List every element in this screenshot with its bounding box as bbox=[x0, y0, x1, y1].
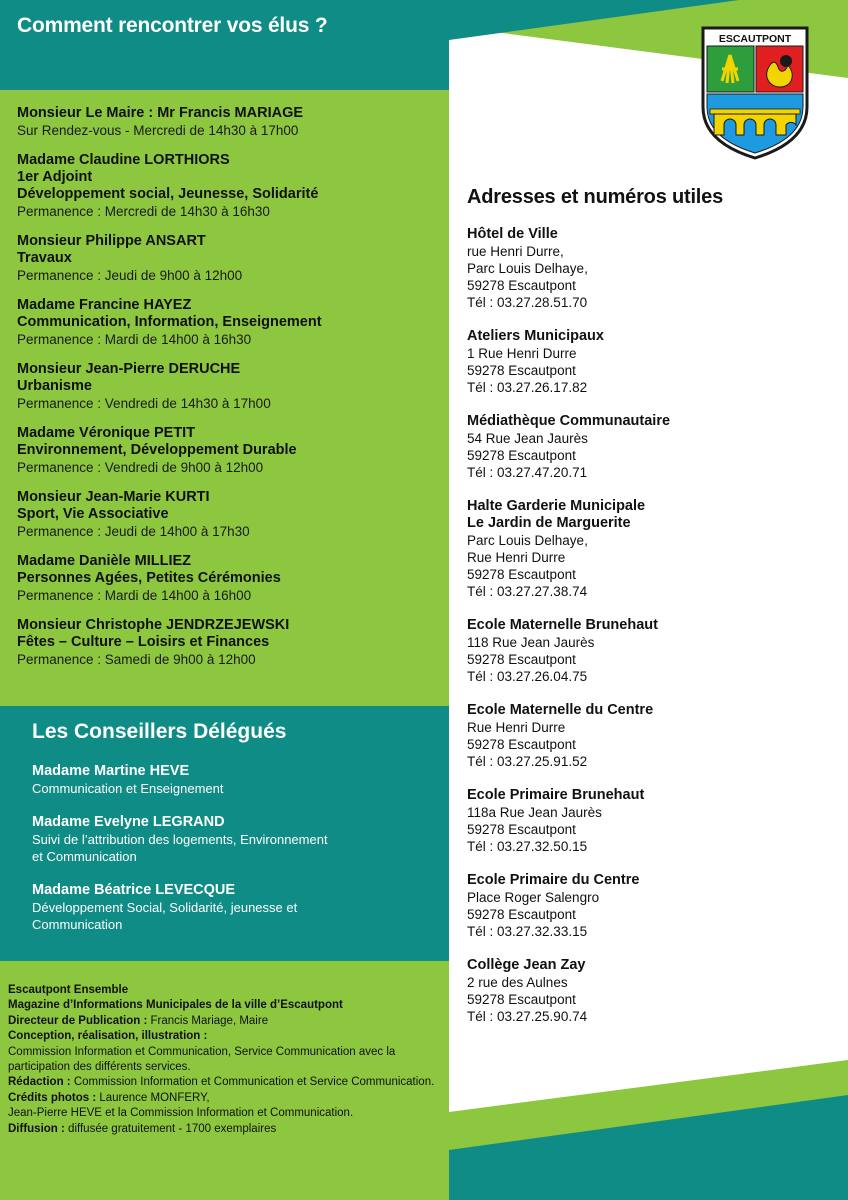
elu-role: 1er Adjoint bbox=[17, 169, 93, 185]
adresse-name: Ecole Maternelle Brunehaut bbox=[467, 617, 658, 633]
credits-label: Escautpont Ensemble bbox=[8, 984, 129, 996]
delegue-entry bbox=[32, 763, 432, 797]
delegue-name: Madame Béatrice LEVECQUE bbox=[32, 882, 236, 898]
delegue-desc: Suivi de l’attribution des logements, Environnement bbox=[32, 832, 328, 847]
elu-role: Travaux bbox=[17, 250, 72, 266]
adresse-name: Collège Jean Zay bbox=[467, 957, 586, 973]
delegue-desc: Développement Social, Solidarité, jeunesse et bbox=[32, 900, 298, 915]
bottom-right-decoration bbox=[449, 1040, 848, 1200]
credits-text: Commission Information et Communication et Service Communication. bbox=[73, 1076, 435, 1089]
adresse-line: 118 Rue Jean Jaurès bbox=[467, 635, 595, 650]
adresse-name: Halte Garderie Municipale bbox=[467, 498, 646, 514]
adresse-entry bbox=[467, 226, 842, 311]
page-title: Comment rencontrer vos élus ? bbox=[17, 14, 328, 37]
adresse-entry bbox=[467, 413, 842, 481]
adresse-line: 59278 Escautpont bbox=[467, 278, 576, 293]
elu-permanence: Sur Rendez-vous - Mercredi de 14h30 à 17h00 bbox=[17, 123, 299, 138]
elu-entry bbox=[17, 297, 442, 348]
elu-entry bbox=[17, 553, 442, 604]
elu-entry bbox=[17, 152, 442, 220]
credits-label: Rédaction : bbox=[8, 1076, 74, 1089]
adresse-line: 118a Rue Jean Jaurès bbox=[467, 805, 602, 820]
adresse-name: Ecole Primaire du Centre bbox=[467, 872, 640, 888]
elu-permanence: Permanence : Mardi de 14h00 à 16h00 bbox=[17, 588, 252, 603]
adresse-line: 54 Rue Jean Jaurès bbox=[467, 431, 588, 446]
elu-name: Madame Claudine LORTHIORS bbox=[17, 152, 230, 168]
credits-line bbox=[8, 1122, 446, 1137]
adresse-line: 2 rue des Aulnes bbox=[467, 975, 568, 990]
elu-name: Monsieur Jean-Marie KURTI bbox=[17, 489, 210, 505]
credits-line bbox=[8, 1091, 446, 1106]
delegues-list bbox=[32, 763, 432, 950]
adresse-name: Hôtel de Ville bbox=[467, 226, 558, 242]
elus-list bbox=[17, 105, 442, 681]
logo-text: ESCAUTPONT bbox=[718, 33, 792, 45]
adresse-line: Tél : 03.27.26.04.75 bbox=[467, 669, 588, 684]
adresse-line: 59278 Escautpont bbox=[467, 652, 576, 667]
adresse-name: Ateliers Municipaux bbox=[467, 328, 604, 344]
elu-role: Développement social, Jeunesse, Solidarité bbox=[17, 186, 319, 202]
credits-line bbox=[8, 1045, 446, 1076]
credits-line bbox=[8, 1075, 446, 1090]
adresse-name: Ecole Primaire Brunehaut bbox=[467, 787, 645, 803]
elu-entry bbox=[17, 233, 442, 284]
elu-role: Fêtes – Culture – Loisirs et Finances bbox=[17, 634, 270, 650]
adresses-title: Adresses et numéros utiles bbox=[467, 186, 724, 208]
adresse-entry bbox=[467, 328, 842, 396]
adresse-line: Tél : 03.27.25.91.52 bbox=[467, 754, 588, 769]
elu-entry bbox=[17, 425, 442, 476]
elu-permanence: Permanence : Vendredi de 14h30 à 17h00 bbox=[17, 396, 271, 411]
adresse-line: Rue Henri Durre bbox=[467, 550, 566, 565]
delegue-desc: Communication bbox=[32, 917, 123, 932]
elu-name: Monsieur Christophe JENDRZEJEWSKI bbox=[17, 617, 290, 633]
elu-entry bbox=[17, 489, 442, 540]
elu-name: Madame Véronique PETIT bbox=[17, 425, 196, 441]
elu-entry bbox=[17, 361, 442, 412]
adresse-entry bbox=[467, 957, 842, 1025]
adresse-line: 59278 Escautpont bbox=[467, 907, 576, 922]
credits-text: Laurence MONFERY, bbox=[99, 1091, 210, 1104]
elu-name: Madame Francine HAYEZ bbox=[17, 297, 192, 313]
adresse-name: Ecole Maternelle du Centre bbox=[467, 702, 654, 718]
adresse-line: Tél : 03.27.26.17.82 bbox=[467, 380, 588, 395]
adresse-entry bbox=[467, 787, 842, 855]
credits-label: Diffusion : bbox=[8, 1122, 69, 1135]
adresse-line: Tél : 03.27.28.51.70 bbox=[467, 295, 588, 310]
elu-entry bbox=[17, 105, 442, 139]
credits-text: Commission Information et Communication, Service Communication avec la participation des différents services. bbox=[8, 1045, 396, 1074]
elu-permanence: Permanence : Jeudi de 9h00 à 12h00 bbox=[17, 268, 243, 283]
adresse-entry bbox=[467, 702, 842, 770]
adresse-line: Tél : 03.27.47.20.71 bbox=[467, 465, 588, 480]
elu-name: Monsieur Jean-Pierre DERUCHE bbox=[17, 361, 241, 377]
credits-text: diffusée gratuitement - 1700 exemplaires bbox=[68, 1122, 277, 1135]
credits-line bbox=[8, 1029, 446, 1044]
adresse-entry bbox=[467, 872, 842, 940]
elu-name: Madame Danièle MILLIEZ bbox=[17, 553, 192, 569]
adresse-line: Tél : 03.27.27.38.74 bbox=[467, 584, 588, 599]
delegues-title: Les Conseillers Délégués bbox=[32, 720, 287, 743]
escautpont-coat-of-arms bbox=[700, 25, 810, 160]
adresse-name: Le Jardin de Marguerite bbox=[467, 515, 631, 531]
elu-permanence: Permanence : Mercredi de 14h30 à 16h30 bbox=[17, 204, 270, 219]
elu-permanence: Permanence : Jeudi de 14h00 à 17h30 bbox=[17, 524, 250, 539]
elu-name: Monsieur Le Maire : Mr Francis MARIAGE bbox=[17, 105, 304, 121]
credits-line bbox=[8, 1014, 446, 1029]
elu-role: Communication, Information, Enseignement bbox=[17, 314, 322, 330]
adresse-entry bbox=[467, 498, 842, 600]
adresse-line: 59278 Escautpont bbox=[467, 822, 576, 837]
credits-block bbox=[8, 983, 446, 1137]
delegue-entry bbox=[32, 882, 432, 933]
adresse-line: 59278 Escautpont bbox=[467, 567, 576, 582]
elu-permanence: Permanence : Vendredi de 9h00 à 12h00 bbox=[17, 460, 264, 475]
credits-line bbox=[8, 983, 446, 998]
credits-text: Jean-Pierre HEVE et la Commission Information et Communication. bbox=[8, 1107, 354, 1120]
credits-text: Francis Mariage, Maire bbox=[150, 1014, 269, 1027]
credits-line bbox=[8, 1106, 446, 1121]
adresse-line: Tél : 03.27.32.50.15 bbox=[467, 839, 588, 854]
elu-permanence: Permanence : Mardi de 14h00 à 16h30 bbox=[17, 332, 252, 347]
adresse-entry bbox=[467, 617, 842, 685]
adresse-line: Rue Henri Durre bbox=[467, 720, 566, 735]
delegue-desc: et Communication bbox=[32, 849, 137, 864]
adresse-line: Tél : 03.27.32.33.15 bbox=[467, 924, 588, 939]
delegue-name: Madame Evelyne LEGRAND bbox=[32, 814, 225, 830]
credits-label: Directeur de Publication : bbox=[8, 1014, 151, 1027]
delegue-name: Madame Martine HEVE bbox=[32, 763, 190, 779]
elu-name: Monsieur Philippe ANSART bbox=[17, 233, 206, 249]
adresse-line: rue Henri Durre, bbox=[467, 244, 564, 259]
elu-role: Environnement, Développement Durable bbox=[17, 442, 297, 458]
credits-label: Crédits photos : bbox=[8, 1091, 100, 1104]
elu-permanence: Permanence : Samedi de 9h00 à 12h00 bbox=[17, 652, 256, 667]
adresses-list bbox=[467, 226, 842, 1042]
adresse-line: 59278 Escautpont bbox=[467, 737, 576, 752]
adresse-line: Place Roger Salengro bbox=[467, 890, 600, 905]
adresse-line: 59278 Escautpont bbox=[467, 448, 576, 463]
adresse-line: Tél : 03.27.25.90.74 bbox=[467, 1009, 588, 1024]
delegue-entry bbox=[32, 814, 432, 865]
credits-label: Magazine d’Informations Municipales de la ville d’Escautpont bbox=[8, 999, 343, 1012]
adresse-line: Parc Louis Delhaye, bbox=[467, 261, 588, 276]
adresse-line: Parc Louis Delhaye, bbox=[467, 533, 588, 548]
elu-role: Personnes Agées, Petites Cérémonies bbox=[17, 570, 281, 586]
elu-role: Urbanisme bbox=[17, 378, 92, 394]
credits-line bbox=[8, 998, 446, 1013]
adresse-line: 59278 Escautpont bbox=[467, 363, 576, 378]
adresse-line: 59278 Escautpont bbox=[467, 992, 576, 1007]
elu-entry bbox=[17, 617, 442, 668]
credits-label: Conception, réalisation, illustration : bbox=[8, 1030, 208, 1043]
adresse-name: Médiathèque Communautaire bbox=[467, 413, 671, 429]
delegue-desc: Communication et Enseignement bbox=[32, 781, 224, 796]
adresse-line: 1 Rue Henri Durre bbox=[467, 346, 577, 361]
elu-role: Sport, Vie Associative bbox=[17, 506, 169, 522]
